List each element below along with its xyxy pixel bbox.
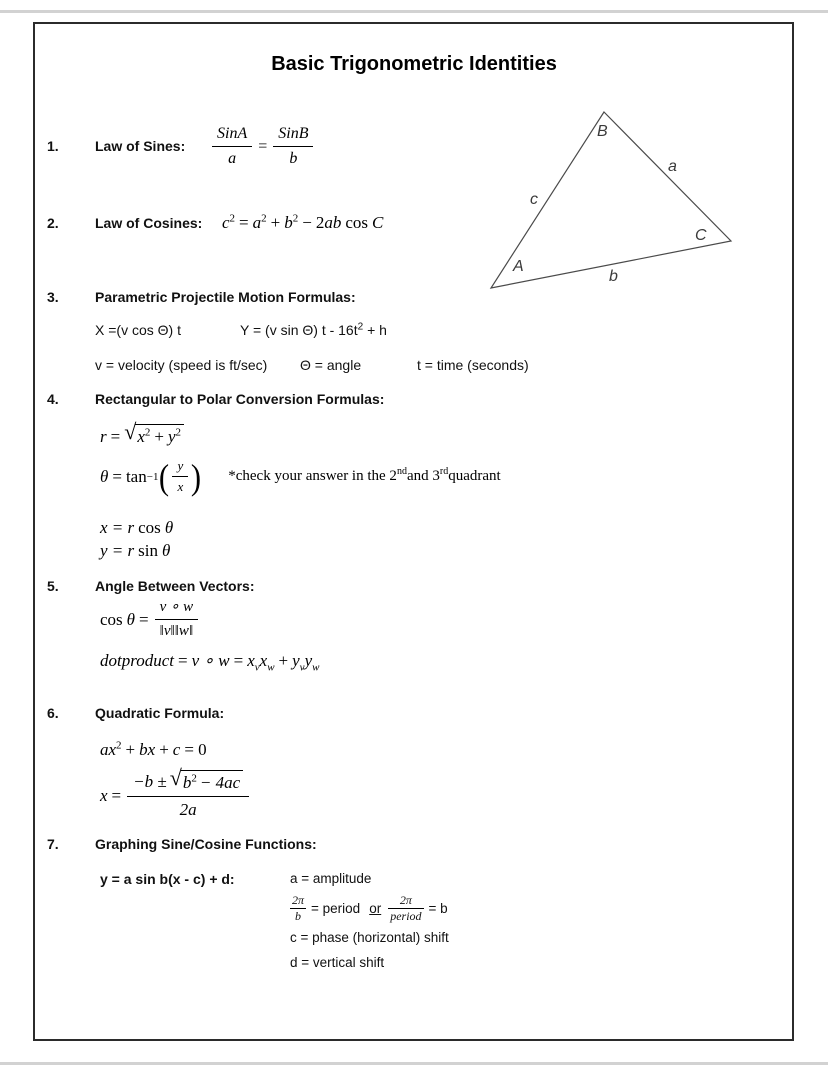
formula-term: + h <box>363 322 387 338</box>
equals-sign: = <box>239 213 249 232</box>
fraction <box>273 124 313 169</box>
formula-term: b <box>295 909 301 924</box>
parametric-x-equation: X =(v cos Θ) t <box>95 322 181 338</box>
item-2-number: 2. <box>47 215 59 231</box>
exponent: 2 <box>292 212 299 225</box>
formula-term: ab <box>324 213 342 232</box>
item-6-label: Quadratic Formula: <box>95 705 225 721</box>
formula-term: x <box>137 427 145 446</box>
formula-term: − 4ac <box>199 773 241 792</box>
subscript: v <box>254 661 260 674</box>
formula-term: c <box>172 740 181 759</box>
equals-sign: = <box>111 785 122 805</box>
fraction <box>290 894 306 923</box>
dot-product-formula <box>100 650 320 674</box>
period-equals: = period <box>311 901 361 917</box>
radical-sign: √ <box>169 765 182 790</box>
fraction <box>155 598 199 641</box>
ordinal-suffix: nd <box>396 466 407 478</box>
formula-term: b <box>289 150 298 167</box>
formula-term: SinB <box>273 124 313 147</box>
item-6-number: 6. <box>47 705 59 721</box>
formula-term: b <box>182 773 192 792</box>
plus-sign: + <box>270 213 281 232</box>
exponent: 2 <box>357 321 364 333</box>
x-polar-formula <box>100 517 173 538</box>
item-4-number: 4. <box>47 391 59 407</box>
minus-sign: − <box>302 213 312 232</box>
sine-function-form: y = a sin b(x - c) + d: <box>100 871 235 887</box>
plus-sign: + <box>278 651 289 670</box>
formula-term: bx <box>139 740 156 759</box>
formula-term: θ <box>161 541 171 560</box>
formula-term: a <box>228 150 237 167</box>
formula-term: dotproduct <box>100 651 174 670</box>
note-text: *check your answer in the 2 <box>228 468 397 485</box>
formula-term: C <box>372 213 384 232</box>
r-formula <box>100 419 184 447</box>
quadrant-note <box>228 467 500 486</box>
subscript: w <box>267 661 275 674</box>
fraction <box>172 458 188 496</box>
subscript: v <box>299 661 305 674</box>
item-1-label: Law of Sines: <box>95 138 186 154</box>
velocity-definition: v = velocity (speed is ft/sec) <box>95 357 268 373</box>
cos-theta-formula <box>100 598 200 641</box>
triangle-vertex-c-label: C <box>695 227 707 244</box>
formula-term: SinA <box>212 124 252 147</box>
equals-sign: = <box>177 651 188 670</box>
scan-artifact-bottom <box>0 1062 828 1065</box>
formula-term: Y = (v sin Θ) t - 16t <box>240 322 358 338</box>
exponent: 2 <box>144 426 151 439</box>
note-text: quadrant <box>448 468 501 485</box>
scan-artifact-top <box>0 10 828 13</box>
equals-sign: = <box>258 137 268 155</box>
subscript: w <box>312 661 320 674</box>
exponent: 2 <box>261 212 267 225</box>
quadratic-equation <box>100 739 211 760</box>
denominator: 2a <box>179 800 197 820</box>
sin-function: sin <box>138 541 158 560</box>
or-text: or <box>369 901 382 917</box>
equals-sign: = <box>139 609 149 629</box>
item-5-number: 5. <box>47 578 59 594</box>
formula-term: 2π <box>388 894 423 909</box>
vertical-shift-definition: d = vertical shift <box>290 955 385 970</box>
equals-sign: = <box>233 651 244 670</box>
formula-term: x <box>259 651 268 670</box>
period-definition <box>290 894 450 923</box>
item-1-number: 1. <box>47 138 59 154</box>
numerator <box>127 765 249 797</box>
plus-sign: + <box>154 427 164 446</box>
quadratic-formula <box>100 765 251 821</box>
law-of-sines-formula <box>210 124 315 169</box>
formula-term: x <box>100 785 108 805</box>
exponent: 2 <box>191 772 197 785</box>
cos-function: cos <box>345 213 368 232</box>
plus-sign: + <box>125 740 136 759</box>
formula-term: b <box>284 213 293 232</box>
exponent: 2 <box>229 212 236 225</box>
formula-term: x = r <box>100 518 135 537</box>
equals-zero: = 0 <box>184 740 207 759</box>
radicand <box>181 770 243 793</box>
plus-sign: + <box>159 740 169 759</box>
item-4-label: Rectangular to Polar Conversion Formulas: <box>95 391 385 407</box>
phase-shift-definition: c = phase (horizontal) shift <box>290 930 449 945</box>
formula-term: θ <box>126 609 136 629</box>
parametric-y-equation <box>240 322 387 338</box>
radicand <box>135 424 184 447</box>
fraction <box>388 894 423 923</box>
item-3-number: 3. <box>47 289 59 305</box>
formula-term: θ <box>100 467 109 487</box>
triangle-side-c-label: c <box>530 191 538 208</box>
formula-term: θ <box>164 518 174 537</box>
note-text: and 3 <box>406 468 440 485</box>
triangle-side-a-label: a <box>668 158 677 175</box>
law-of-cosines-formula <box>222 212 383 233</box>
triangle-vertex-a-label: A <box>513 258 524 275</box>
right-paren: ) <box>191 456 202 497</box>
tan-function: tan <box>125 467 147 487</box>
theta-formula: θ = tan −1 ( $\frac{y}{x}$ ) *check your answer in the 2ndand 3rdquadrant <box>100 456 501 497</box>
equals-sign: = <box>110 427 121 446</box>
formula-term: y <box>292 651 300 670</box>
triangle-shape <box>491 112 731 288</box>
coefficient: 2 <box>315 213 325 232</box>
cos-function: cos <box>100 609 123 629</box>
formula-term: x <box>177 479 184 495</box>
amplitude-definition: a = amplitude <box>290 871 372 886</box>
square-root <box>169 765 243 793</box>
formula-term: −b ± <box>133 772 167 791</box>
formula-term: c <box>222 213 230 232</box>
formula-term: ax <box>100 740 117 759</box>
y-polar-formula <box>100 540 170 561</box>
triangle-side-b-label: b <box>609 268 618 285</box>
formula-term: 2π <box>290 894 306 909</box>
formula-term: y <box>304 651 313 670</box>
formula-term: x <box>247 651 255 670</box>
item-7-number: 7. <box>47 836 59 852</box>
time-definition: t = time (seconds) <box>417 357 529 373</box>
formula-term: ‖v‖‖w‖ <box>159 622 194 639</box>
triangle-vertex-b-label: B <box>597 123 608 140</box>
radical-sign: √ <box>124 419 137 444</box>
item-3-label: Parametric Projectile Motion Formulas: <box>95 289 356 305</box>
angle-definition: Θ = angle <box>300 357 362 373</box>
formula-term: v ∘ w <box>191 651 230 670</box>
formula-term: a <box>252 213 262 232</box>
cos-function: cos <box>138 518 161 537</box>
formula-term: y <box>168 427 176 446</box>
formula-term: period <box>390 909 422 924</box>
page-title: Basic Trigonometric Identities <box>271 53 557 75</box>
equals-sign: = <box>112 467 122 487</box>
item-7-label: Graphing Sine/Cosine Functions: <box>95 836 317 852</box>
fraction <box>127 765 249 821</box>
formula-term: y <box>172 458 188 477</box>
triangle-diagram <box>480 103 745 298</box>
square-root <box>124 419 184 447</box>
formula-term: r <box>100 427 107 446</box>
left-paren: ( <box>159 456 170 497</box>
ordinal-suffix: rd <box>439 466 449 478</box>
formula-term: v ∘ w <box>155 598 199 620</box>
exponent: 2 <box>175 426 182 439</box>
item-5-label: Angle Between Vectors: <box>95 578 255 594</box>
formula-term: y = r <box>100 541 135 560</box>
fraction <box>212 124 252 169</box>
equals-b: = b <box>428 901 448 917</box>
item-2-label: Law of Cosines: <box>95 215 203 231</box>
exponent: 2 <box>116 739 122 752</box>
